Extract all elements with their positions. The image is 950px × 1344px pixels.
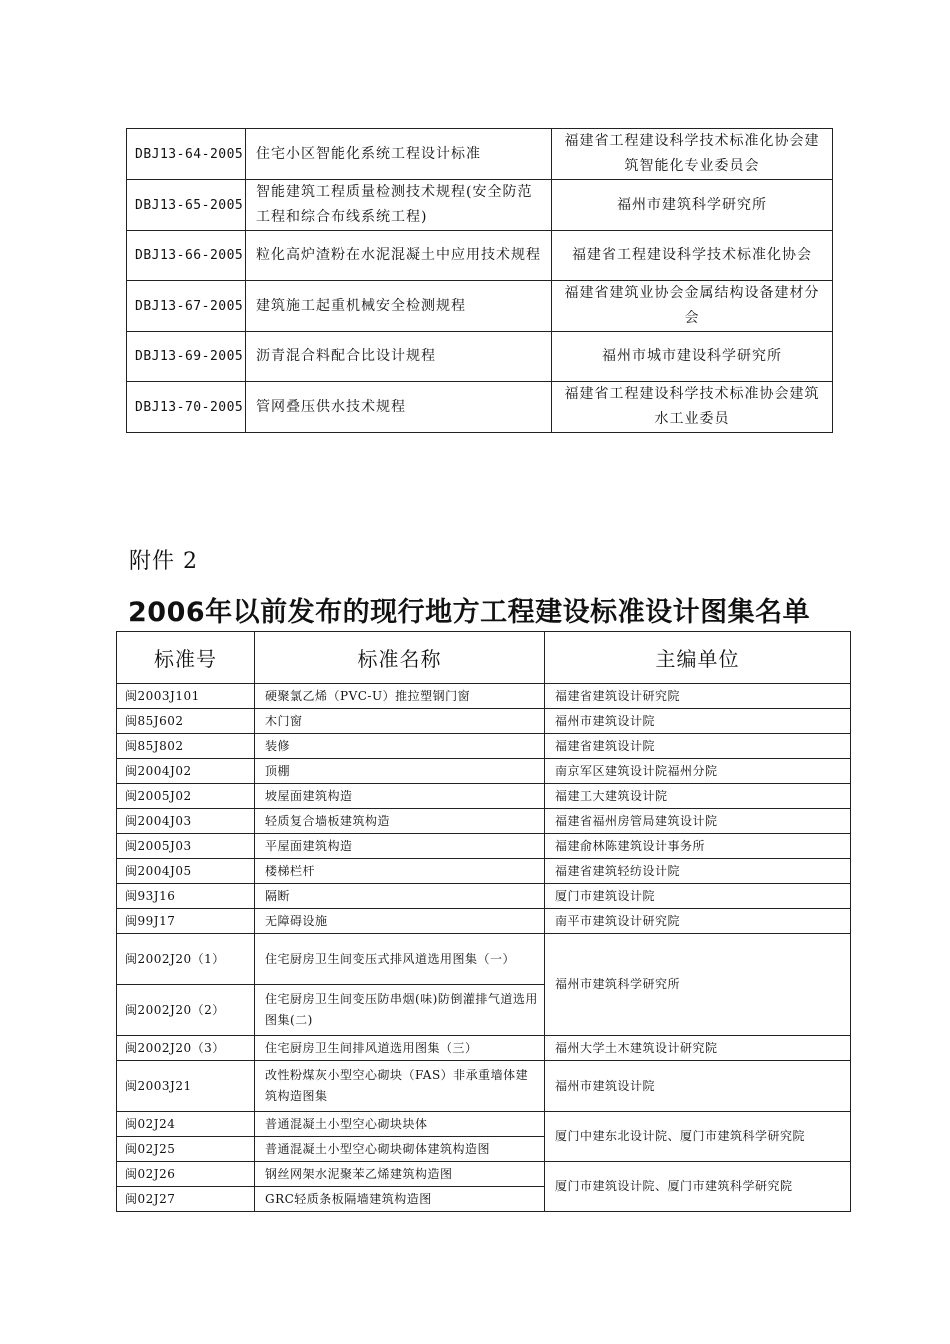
editor-org: 福建省建筑业协会金属结构设备建材分会: [552, 281, 833, 332]
table-row: [117, 709, 851, 734]
editor-org: 福州市建筑科学研究所: [552, 180, 833, 231]
editor-org: 福建省工程建设科学技术标准协会建筑水工业委员: [552, 382, 833, 433]
standard-name: 管网叠压供水技术规程: [246, 382, 552, 433]
table-row: [117, 934, 851, 985]
standard-code: DBJ13-64-2005: [127, 129, 246, 180]
table-row: [117, 909, 851, 934]
table-row: [117, 784, 851, 809]
standard-code: 闽2005J03: [117, 834, 255, 859]
standard-code: DBJ13-67-2005: [127, 281, 246, 332]
editor-org: 福州市建筑科学研究所: [545, 934, 851, 1036]
standard-code: 闽2004J03: [117, 809, 255, 834]
standard-code: 闽2005J02: [117, 784, 255, 809]
table-row: [127, 129, 833, 180]
editor-org: 福建省工程建设科学技术标准化协会建筑智能化专业委员会: [552, 129, 833, 180]
editor-org: 福建省建筑设计研究院: [545, 684, 851, 709]
editor-org: 厦门市建筑设计院: [545, 884, 851, 909]
standard-name: 住宅厨房卫生间变压式排风道选用图集（一）: [255, 934, 545, 985]
standard-code: 闽02J24: [117, 1112, 255, 1137]
standard-code: 闽02J26: [117, 1162, 255, 1187]
standard-code: 闽02J27: [117, 1187, 255, 1212]
editor-org: 福建俞林陈建筑设计事务所: [545, 834, 851, 859]
standard-name: 住宅厨房卫生间变压防串烟(味)防倒灌排气道选用图集(二): [255, 985, 545, 1036]
standards-table-continued: [126, 128, 833, 433]
standard-code: 闽85J802: [117, 734, 255, 759]
editor-org: 福州市建筑设计院: [545, 709, 851, 734]
standard-name: 钢丝网架水泥聚苯乙烯建筑构造图: [255, 1162, 545, 1187]
standard-code: 闽2002J20（2）: [117, 985, 255, 1036]
editor-org: 福州市城市建设科学研究所: [552, 332, 833, 382]
table-row: [127, 382, 833, 433]
editor-org: 福建省福州房管局建筑设计院: [545, 809, 851, 834]
standard-name: 智能建筑工程质量检测技术规程(安全防范工程和综合布线系统工程): [246, 180, 552, 231]
standard-name: 平屋面建筑构造: [255, 834, 545, 859]
editor-org: 福州市建筑设计院: [545, 1061, 851, 1112]
standard-name: 木门窗: [255, 709, 545, 734]
standard-name: 住宅小区智能化系统工程设计标准: [246, 129, 552, 180]
table-row: [117, 884, 851, 909]
table-row: [117, 1162, 851, 1187]
standard-name: GRC轻质条板隔墙建筑构造图: [255, 1187, 545, 1212]
table-row: [117, 834, 851, 859]
page-title: 2006年以前发布的现行地方工程建设标准设计图集名单: [128, 597, 811, 628]
table-row: [127, 281, 833, 332]
table-row: [117, 759, 851, 784]
standard-code: 闽85J602: [117, 709, 255, 734]
editor-org: 福州大学土木建筑设计研究院: [545, 1036, 851, 1061]
standard-code: 闽99J17: [117, 909, 255, 934]
standard-name: 坡屋面建筑构造: [255, 784, 545, 809]
table-row: [117, 684, 851, 709]
standard-name: 改性粉煤灰小型空心砌块（FAS）非承重墙体建筑构造图集: [255, 1061, 545, 1112]
annex-label: 附件 2: [129, 549, 198, 574]
standard-name: 装修: [255, 734, 545, 759]
design-atlas-table: [116, 631, 851, 1212]
standard-code: DBJ13-70-2005: [127, 382, 246, 433]
standard-code: 闽2002J20（1）: [117, 934, 255, 985]
standard-code: 闽2004J02: [117, 759, 255, 784]
standard-code: DBJ13-65-2005: [127, 180, 246, 231]
editor-org: 福建省工程建设科学技术标准化协会: [552, 231, 833, 281]
table-row: [117, 1061, 851, 1112]
standard-name: 楼梯栏杆: [255, 859, 545, 884]
standard-name: 住宅厨房卫生间排风道选用图集（三）: [255, 1036, 545, 1061]
table-row: [117, 809, 851, 834]
table-row: [117, 1112, 851, 1137]
header-org: 主编单位: [545, 632, 851, 684]
editor-org: 南平市建筑设计研究院: [545, 909, 851, 934]
header-name: 标准名称: [255, 632, 545, 684]
editor-org: 厦门中建东北设计院、厦门市建筑科学研究院: [545, 1112, 851, 1162]
standard-code: DBJ13-69-2005: [127, 332, 246, 382]
standard-name: 粒化高炉渣粉在水泥混凝土中应用技术规程: [246, 231, 552, 281]
standard-code: 闽02J25: [117, 1137, 255, 1162]
editor-org: 福建工大建筑设计院: [545, 784, 851, 809]
standard-code: 闽2003J21: [117, 1061, 255, 1112]
table-row: [117, 1036, 851, 1061]
standard-name: 建筑施工起重机械安全检测规程: [246, 281, 552, 332]
table-row: [127, 231, 833, 281]
standard-name: 普通混凝土小型空心砌块块体: [255, 1112, 545, 1137]
editor-org: 南京军区建筑设计院福州分院: [545, 759, 851, 784]
standard-name: 隔断: [255, 884, 545, 909]
standard-name: 硬聚氯乙烯（PVC-U）推拉塑钢门窗: [255, 684, 545, 709]
standard-name: 沥青混合料配合比设计规程: [246, 332, 552, 382]
standard-code: 闽2003J101: [117, 684, 255, 709]
editor-org: 福建省建筑轻纺设计院: [545, 859, 851, 884]
standard-code: 闽93J16: [117, 884, 255, 909]
standard-code: 闽2002J20（3）: [117, 1036, 255, 1061]
editor-org: 福建省建筑设计院: [545, 734, 851, 759]
standard-name: 无障碍设施: [255, 909, 545, 934]
standard-code: 闽2004J05: [117, 859, 255, 884]
standard-name: 顶棚: [255, 759, 545, 784]
standard-name: 普通混凝土小型空心砌块砌体建筑构造图: [255, 1137, 545, 1162]
table-row: [127, 332, 833, 382]
standard-code: DBJ13-66-2005: [127, 231, 246, 281]
table-row: [117, 859, 851, 884]
header-code: 标准号: [117, 632, 255, 684]
editor-org: 厦门市建筑设计院、厦门市建筑科学研究院: [545, 1162, 851, 1212]
table-row: [117, 734, 851, 759]
standard-name: 轻质复合墙板建筑构造: [255, 809, 545, 834]
table-header-row: [117, 632, 851, 684]
table-row: [127, 180, 833, 231]
